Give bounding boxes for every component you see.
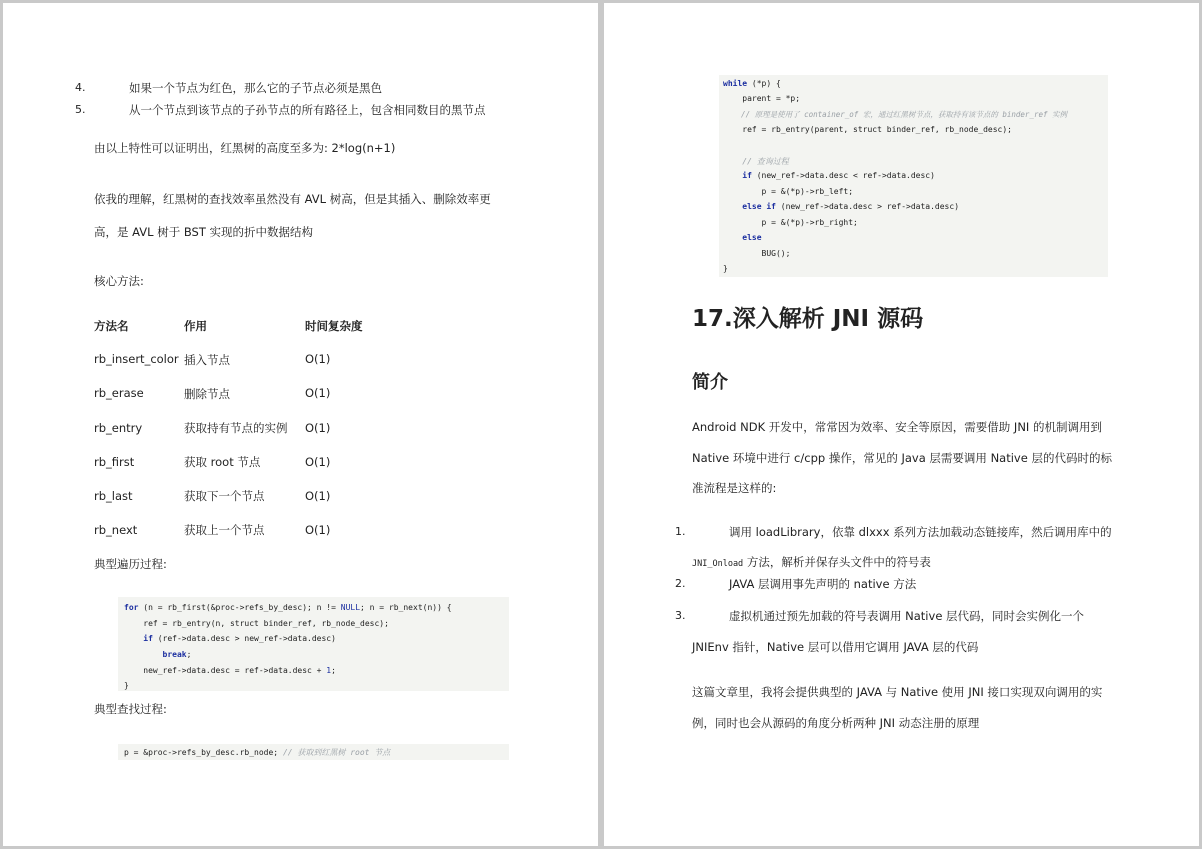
table-cell: O(1) <box>305 523 331 537</box>
closing-paragraph: 例，同时也会从源码的角度分析两种 JNI 动态注册的原理 <box>692 716 980 730</box>
list-item-text: 如果一个节点为红色，那么它的子节点必须是黑色 <box>129 81 382 95</box>
search-code-block <box>118 744 509 760</box>
code-line: ref = rb_entry(parent, struct binder_ref, rb_node_desc); <box>723 125 1012 134</box>
paragraph-understanding: 高，是 AVL 树于 BST 实现的折中数据结构 <box>94 225 314 239</box>
traverse-label: 典型遍历过程: <box>94 557 167 571</box>
table-cell: rb_insert_color <box>94 352 179 366</box>
code-line: else <box>723 233 762 242</box>
subsection-heading: 简介 <box>692 372 728 393</box>
intro-paragraph: Native 环境中进行 c/cpp 操作，常见的 Java 层需要调用 Native 层的代码时的标 <box>692 451 1112 465</box>
table-cell: 获取持有节点的实例 <box>184 421 288 435</box>
code-line: while (*p) { <box>723 79 781 88</box>
intro-paragraph: Android NDK 开发中，常常因为效率、安全等原因，需要借助 JNI 的机制调用到 <box>692 420 1102 434</box>
code-line: } <box>124 681 129 690</box>
table-cell: 插入节点 <box>184 353 230 367</box>
code-line: for (n = rb_first(&proc->refs_by_desc); n != NULL; n = rb_next(n)) { <box>124 603 452 612</box>
step-text: 虚拟机通过预先加载的符号表调用 Native 层代码，同时会实例化一个 <box>729 609 1085 623</box>
table-cell: O(1) <box>305 455 331 469</box>
table-cell: 获取下一个节点 <box>184 489 265 503</box>
code-line: p = &(*p)->rb_right; <box>723 218 858 227</box>
table-cell: O(1) <box>305 352 331 366</box>
table-cell: rb_first <box>94 455 135 469</box>
core-methods-label: 核心方法: <box>94 274 144 288</box>
code-line: break; <box>124 650 192 659</box>
table-header: 作用 <box>184 319 207 333</box>
code-line: ref = rb_entry(n, struct binder_ref, rb_node_desc); <box>124 619 389 628</box>
code-line: parent = *p; <box>723 94 801 103</box>
table-cell: rb_entry <box>94 421 143 435</box>
step-text: JAVA 层调用事先声明的 native 方法 <box>729 577 917 591</box>
traverse-code-block <box>118 597 509 691</box>
table-cell: O(1) <box>305 421 331 435</box>
list-number: 5. <box>75 103 86 116</box>
step-text: JNIEnv 指针，Native 层可以借用它调用 JAVA 层的代码 <box>692 640 979 654</box>
search-label: 典型查找过程: <box>94 702 167 716</box>
code-line: BUG(); <box>723 249 791 258</box>
table-cell: O(1) <box>305 489 331 503</box>
code-comment: // 查询过程 <box>723 157 789 166</box>
document-page-left <box>3 3 598 846</box>
table-cell: 删除节点 <box>184 387 230 401</box>
code-line: if (ref->data.desc > new_ref->data.desc) <box>124 634 336 643</box>
table-cell: O(1) <box>305 386 331 400</box>
table-header: 时间复杂度 <box>305 319 363 333</box>
paragraph-height: 由以上特性可以证明出，红黑树的高度至多为: 2*log(n+1) <box>94 141 396 155</box>
code-line: p = &proc->refs_by_desc.rb_node; // 获取到红黑树 root 节点 <box>124 748 391 757</box>
step-number: 2. <box>675 577 686 590</box>
code-line: p = &(*p)->rb_left; <box>723 187 854 196</box>
step-text: 调用 loadLibrary，依靠 dlxxx 系列方法加载动态链接库，然后调用库中的 <box>729 525 1112 539</box>
code-comment: // 原理是使用了 container_of 宏，通过红黑树节点，获取持有该节点的 binder_ref 实例 <box>723 110 1068 119</box>
table-cell: rb_erase <box>94 386 144 400</box>
table-cell: rb_next <box>94 523 138 537</box>
list-item-text: 从一个节点到该节点的子孙节点的所有路径上，包含相同数目的黑节点 <box>129 103 486 117</box>
table-cell: 获取 root 节点 <box>184 455 261 469</box>
list-number: 4. <box>75 81 86 94</box>
step-number: 3. <box>675 609 686 622</box>
code-line: } <box>723 264 728 273</box>
step-number: 1. <box>675 525 686 538</box>
search-loop-code-block <box>719 75 1108 277</box>
table-cell: rb_last <box>94 489 133 503</box>
step-text: JNI_Onload 方法，解析并保存头文件中的符号表 <box>692 555 931 569</box>
document-page-right <box>604 3 1199 846</box>
table-header: 方法名 <box>94 319 129 333</box>
table-cell: 获取上一个节点 <box>184 523 265 537</box>
section-heading: 17.深入解析 JNI 源码 <box>692 306 924 332</box>
code-line: else if (new_ref->data.desc > ref->data.desc) <box>723 202 960 211</box>
intro-paragraph: 准流程是这样的: <box>692 481 777 495</box>
closing-paragraph: 这篇文章里，我将会提供典型的 JAVA 与 Native 使用 JNI 接口实现双向调用的实 <box>692 685 1103 699</box>
code-line: new_ref->data.desc = ref->data.desc + 1; <box>124 666 336 675</box>
code-line: if (new_ref->data.desc < ref->data.desc) <box>723 171 935 180</box>
paragraph-understanding: 依我的理解，红黑树的查找效率虽然没有 AVL 树高，但是其插入、删除效率更 <box>94 192 491 206</box>
